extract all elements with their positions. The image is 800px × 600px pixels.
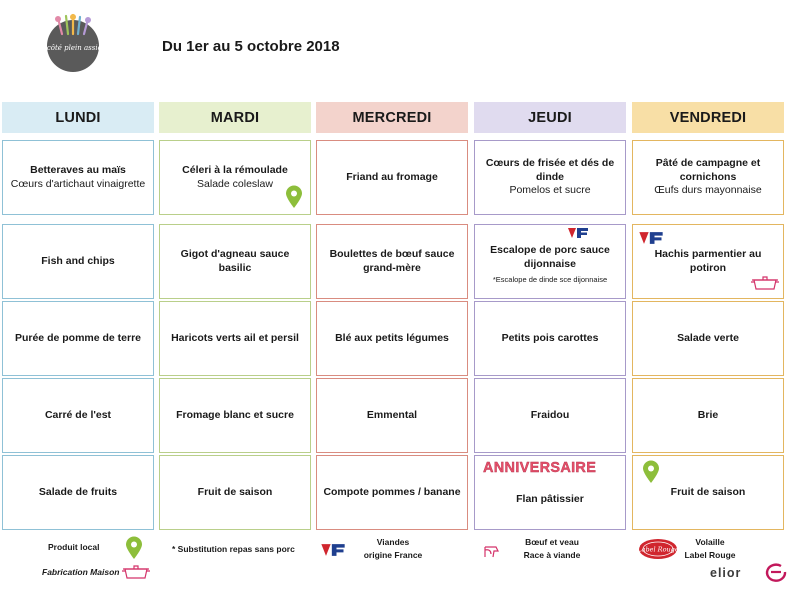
- meal-cell: Carré de l'est: [2, 378, 154, 453]
- meal-cell: Fruit de saison: [159, 455, 311, 530]
- legend-viandes-origine-france: Viandes origine France: [363, 537, 423, 561]
- meal-cell: Fromage blanc et sucre: [159, 378, 311, 453]
- day-column-mardi: [159, 102, 311, 498]
- race-a-viande-icon: [482, 542, 500, 560]
- meal-cell: Betteraves au maïs Cœurs d'artichaut vinaigrette: [2, 140, 154, 215]
- legend-substitution: * Substitution repas sans porc: [172, 544, 295, 554]
- restaurant-logo: [34, 14, 112, 74]
- meal-cell: Salade verte: [632, 301, 784, 376]
- meal-cell: ANNIVERSAIRE Flan pâtissier: [474, 455, 626, 530]
- meal-cell: Céleri à la rémoulade Salade coleslaw: [159, 140, 311, 215]
- meal-cell: Petits pois carottes: [474, 301, 626, 376]
- produit-local-pin-icon: [642, 460, 660, 484]
- meal-cell: Escalope de porc sauce dijonnaise *Escalope de dinde sce dijonnaise: [474, 224, 626, 299]
- legend-fabrication-maison: Fabrication Maison: [42, 567, 120, 577]
- day-column-mercredi: [316, 102, 468, 498]
- elior-swirl-icon: [764, 563, 788, 581]
- svg-text:Label Rouge: Label Rouge: [637, 545, 679, 554]
- day-column-jeudi: [474, 102, 626, 505]
- fabrication-maison-pot-icon: [120, 562, 152, 580]
- meal-cell: Fraidou: [474, 378, 626, 453]
- meal-cell: Haricots verts ail et persil: [159, 301, 311, 376]
- day-column-lundi: [2, 102, 154, 498]
- meal-cell: Friand au fromage: [316, 140, 468, 215]
- meal-cell: Cœurs de frisée et dés de dinde Pomelos et sucre: [474, 140, 626, 215]
- meal-cell: Emmental: [316, 378, 468, 453]
- produit-local-pin-icon: [285, 185, 303, 209]
- meal-cell: Fish and chips: [2, 224, 154, 299]
- meal-cell: Boulettes de bœuf sauce grand-mère: [316, 224, 468, 299]
- viande-francaise-logo-icon: [567, 227, 589, 239]
- svg-text:Du côté plein assiette: Du côté plein assiette: [34, 44, 112, 52]
- produit-local-pin-icon: [125, 536, 143, 560]
- meal-cell: Compote pommes / banane: [316, 455, 468, 530]
- legend-boeuf-veau: Bœuf et veau Race à viande: [523, 537, 581, 561]
- meal-cell: Brie: [632, 378, 784, 453]
- day-header: MARDI: [159, 102, 311, 133]
- meal-cell: Blé aux petits légumes: [316, 301, 468, 376]
- legend-produit-local: Produit local: [48, 542, 100, 552]
- meal-cell: Salade de fruits: [2, 455, 154, 530]
- day-column-vendredi: [632, 102, 784, 498]
- meal-cell: Hachis parmentier au potiron: [632, 224, 784, 299]
- brand-logo: elior: [710, 566, 742, 580]
- viande-francaise-logo-icon: [638, 231, 664, 245]
- meal-cell: Gigot d'agneau sauce basilic: [159, 224, 311, 299]
- page-title: Du 1er au 5 octobre 2018: [162, 38, 340, 55]
- meal-cell: Fruit de saison: [632, 455, 784, 530]
- legend-volaille-label-rouge: Volaille Label Rouge: [684, 537, 736, 561]
- label-rouge-logo-icon: [638, 538, 678, 560]
- fabrication-maison-pot-icon: [749, 273, 781, 291]
- day-header: JEUDI: [474, 102, 626, 133]
- day-header: VENDREDI: [632, 102, 784, 133]
- viande-francaise-logo-icon: [320, 543, 346, 557]
- anniversaire-badge: ANNIVERSAIRE: [483, 460, 597, 476]
- meal-cell: Pâté de campagne et cornichons Œufs durs mayonnaise: [632, 140, 784, 215]
- meal-cell: Purée de pomme de terre: [2, 301, 154, 376]
- day-header: LUNDI: [2, 102, 154, 133]
- day-header: MERCREDI: [316, 102, 468, 133]
